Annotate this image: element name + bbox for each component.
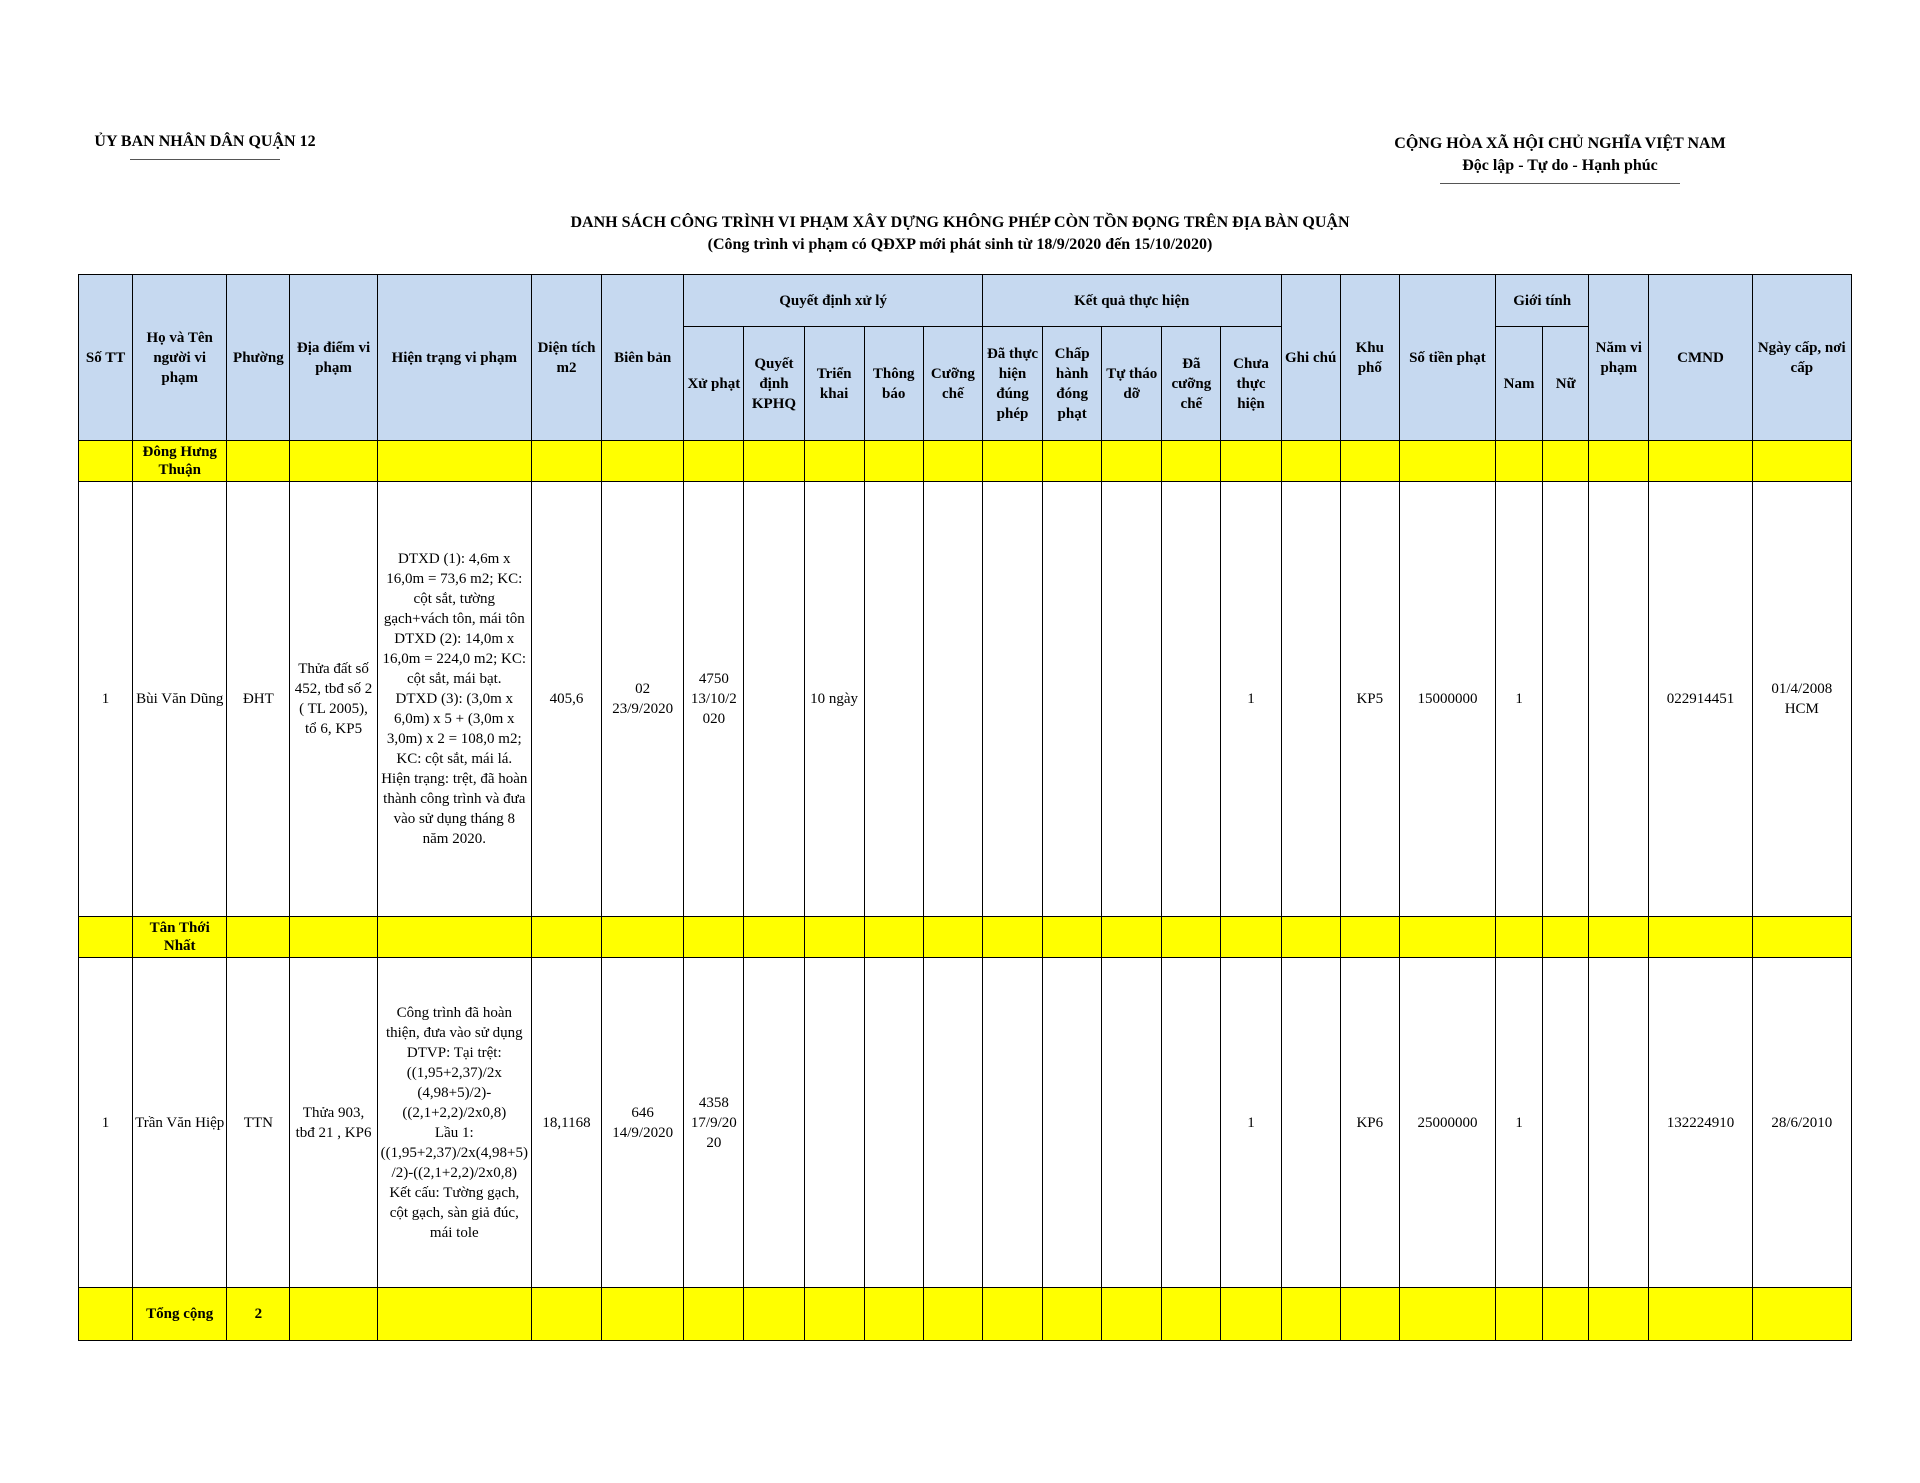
cell-fine: 15000000 (1399, 482, 1495, 917)
cell-paid (1043, 482, 1102, 917)
col-group-result: Kết quả thực hiện (982, 275, 1281, 327)
col-birth-year: Năm vi phạm (1589, 275, 1649, 441)
col-notice: Thông báo (864, 327, 923, 441)
cell-issue: 01/4/2008 HCM (1752, 482, 1851, 917)
group-row (79, 441, 1852, 482)
col-ward: Phường (227, 275, 290, 441)
cell-not-done: 1 (1221, 958, 1281, 1288)
cell-female (1543, 958, 1589, 1288)
cell-not-done: 1 (1221, 482, 1281, 917)
cell-paid (1043, 958, 1102, 1288)
group-label: Đông Hưng Thuận (133, 441, 227, 482)
cell-self-removed (1102, 958, 1162, 1288)
cell-stt: 1 (79, 958, 133, 1288)
cell-penalty: 4358 17/9/20 20 (684, 958, 744, 1288)
cell-kphq (744, 482, 804, 917)
col-fine: Số tiền phạt (1399, 275, 1495, 441)
cell-enforce (923, 958, 982, 1288)
cell-location: Thửa 903, tbđ 21 , KP6 (290, 958, 377, 1288)
col-kphq: Quyết định KPHQ (744, 327, 804, 441)
cell-stt: 1 (79, 482, 133, 917)
table-row (79, 482, 1852, 917)
col-deploy: Triển khai (804, 327, 864, 441)
col-quarter: Khu phố (1340, 275, 1399, 441)
motto-underline (1440, 183, 1680, 184)
cell-self-removed (1102, 482, 1162, 917)
col-record: Biên bản (602, 275, 684, 441)
cell-area: 405,6 (531, 482, 601, 917)
col-enforced: Đã cưỡng chế (1162, 327, 1221, 441)
col-stt: Số TT (79, 275, 133, 441)
cell-female (1543, 482, 1589, 917)
group-row (79, 917, 1852, 958)
header-row-1 (79, 275, 1852, 327)
col-penalty: Xử phạt (684, 327, 744, 441)
cell-birth-year (1589, 958, 1649, 1288)
cell-kphq (744, 958, 804, 1288)
cell-deploy: 10 ngày (804, 482, 864, 917)
cell-quarter: KP6 (1340, 958, 1399, 1288)
cell-name: Trần Văn Hiệp (133, 958, 227, 1288)
cell-area: 18,1168 (531, 958, 601, 1288)
col-issue: Ngày cấp, nơi cấp (1752, 275, 1851, 441)
title-sub: (Công trình vi phạm có QĐXP mới phát sinh từ 18/9/2020 đến 15/10/2020) (707, 236, 1213, 253)
cell-name: Bùi Văn Dũng (133, 482, 227, 917)
issuing-authority (60, 133, 350, 160)
cell-enforce (923, 482, 982, 917)
col-note: Ghi chú (1281, 275, 1340, 441)
document-title (0, 212, 1920, 256)
col-self-removed: Tự tháo dỡ (1102, 327, 1162, 441)
cell-notice (864, 958, 923, 1288)
cell-deploy (804, 958, 864, 1288)
cell-fine: 25000000 (1399, 958, 1495, 1288)
cell-status: Công trình đã hoàn thiện, đưa vào sử dụng DTVP: Tại trệt: ((1,95+2,37)/2x (4,98+5)/2)-((2,1+2,2)/2x0,8) Lầu 1: ((1,95+2,37)/2x(4,98+5)/2)-((2,1+2,2)/2x0,8) Kết cấu: Tường gạch, cột gạch, sàn giả đúc, mái tole (377, 958, 531, 1288)
country-name: CỘNG HÒA XÃ HỘI CHỦ NGHĨA VIỆT NAM (1394, 135, 1726, 152)
col-group-gender: Giới tính (1496, 275, 1589, 327)
cell-location: Thửa đất số 452, tbđ số 2 ( TL 2005), tổ 6, KP5 (290, 482, 377, 917)
cell-note (1281, 482, 1340, 917)
violations-table (78, 274, 1852, 1341)
cell-notice (864, 482, 923, 917)
group-label: Tân Thới Nhất (133, 917, 227, 958)
title-main: DANH SÁCH CÔNG TRÌNH VI PHẠM XÂY DỰNG KHÔNG PHÉP CÒN TỒN ĐỌNG TRÊN ĐỊA BÀN QUẬN (570, 214, 1350, 231)
cell-ward: TTN (227, 958, 290, 1288)
cell-ward: ĐHT (227, 482, 290, 917)
authority-name: ỦY BAN NHÂN DÂN QUẬN 12 (94, 133, 316, 150)
cell-id-card: 022914451 (1649, 482, 1752, 917)
col-status: Hiện trạng vi phạm (377, 275, 531, 441)
col-paid: Chấp hành đóng phạt (1043, 327, 1102, 441)
col-group-decision: Quyết định xử lý (684, 275, 983, 327)
cell-permitted (982, 958, 1042, 1288)
col-male: Nam (1496, 327, 1543, 441)
motto: Độc lập - Tự do - Hạnh phúc (1462, 157, 1658, 174)
authority-underline (130, 159, 280, 160)
cell-issue: 28/6/2010 (1752, 958, 1851, 1288)
cell-enforced (1162, 958, 1221, 1288)
table-row (79, 958, 1852, 1288)
col-enforce: Cưỡng chế (923, 327, 982, 441)
cell-id-card: 132224910 (1649, 958, 1752, 1288)
col-area: Diện tích m2 (531, 275, 601, 441)
col-location: Địa điểm vi phạm (290, 275, 377, 441)
col-id-card: CMND (1649, 275, 1752, 441)
cell-record: 02 23/9/2020 (602, 482, 684, 917)
col-not-done: Chưa thực hiện (1221, 327, 1281, 441)
cell-birth-year (1589, 482, 1649, 917)
col-female: Nữ (1543, 327, 1589, 441)
cell-enforced (1162, 482, 1221, 917)
col-name: Họ và Tên người vi phạm (133, 275, 227, 441)
national-header (1360, 133, 1760, 184)
cell-permitted (982, 482, 1042, 917)
cell-male: 1 (1496, 958, 1543, 1288)
cell-male: 1 (1496, 482, 1543, 917)
total-count: 2 (227, 1288, 290, 1341)
cell-note (1281, 958, 1340, 1288)
cell-status: DTXD (1): 4,6m x 16,0m = 73,6 m2; KC: cột sắt, tường gạch+vách tôn, mái tôn DTXD (2): 14,0m x 16,0m = 224,0 m2; KC: cột sắt, mái bạt. DTXD (3): (3,0m x 6,0m) x 5 + (3,0m x 3,0m) x 2 = 108,0 m2; KC: cột sắt, mái lá. Hiện trạng: trệt, đã hoàn thành công trình và đưa vào sử dụng tháng 8 năm 2020. (377, 482, 531, 917)
total-row (79, 1288, 1852, 1341)
cell-quarter: KP5 (1340, 482, 1399, 917)
cell-record: 646 14/9/2020 (602, 958, 684, 1288)
col-permitted: Đã thực hiện đúng phép (982, 327, 1042, 441)
total-label: Tổng cộng (133, 1288, 227, 1341)
cell-penalty: 4750 13/10/2 020 (684, 482, 744, 917)
